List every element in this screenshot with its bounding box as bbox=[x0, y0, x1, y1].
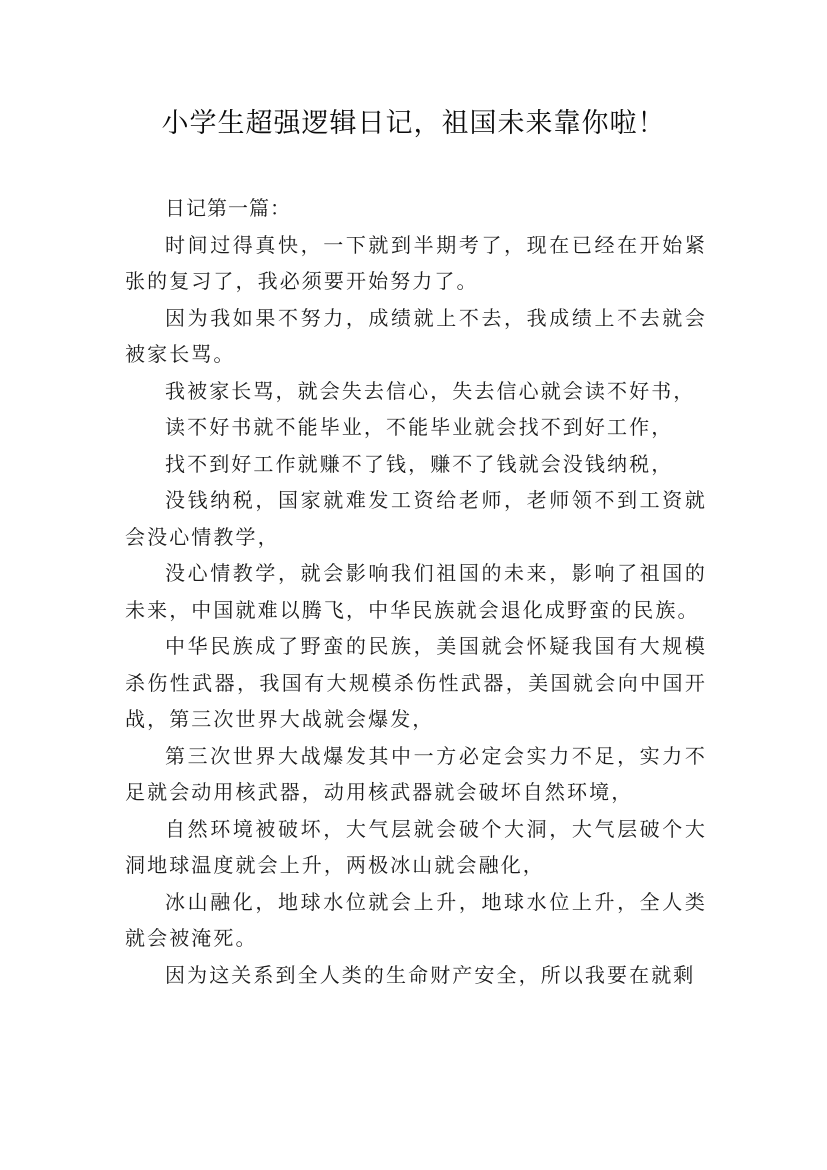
paragraph: 冰山融化，地球水位就会上升，地球水位上升，全人类就会被淹死。 bbox=[125, 889, 707, 950]
document-body bbox=[125, 190, 707, 993]
paragraph: 因为我如果不努力，成绩就上不去，我成绩上不去就会被家长骂。 bbox=[125, 305, 707, 366]
paragraph: 读不好书就不能毕业，不能毕业就会找不到好工作， bbox=[165, 415, 674, 439]
document-title: 小学生超强逻辑日记，祖国未来靠你啦！ bbox=[161, 108, 666, 139]
paragraph: 时间过得真快，一下就到半期考了，现在已经在开始紧张的复习了，我必须要开始努力了。 bbox=[125, 232, 707, 293]
paragraph: 自然环境被破坏，大气层就会破个大洞，大气层破个大洞地球温度就会上升，两极冰山就会融化， bbox=[125, 816, 707, 877]
paragraph: 没钱纳税，国家就难发工资给老师，老师领不到工资就会没心情教学， bbox=[125, 488, 707, 549]
paragraph: 找不到好工作就赚不了钱，赚不了钱就会没钱纳税， bbox=[165, 451, 674, 476]
paragraph: 我被家长骂，就会失去信心，失去信心就会读不好书， bbox=[165, 378, 696, 403]
paragraph: 没心情教学，就会影响我们祖国的未来，影响了祖国的未来，中国就难以腾飞，中华民族就会退化成野蛮的民族。 bbox=[125, 561, 707, 622]
paragraph: 中华民族成了野蛮的民族，美国就会怀疑我国有大规模杀伤性武器，我国有大规模杀伤性武器，美国就会向中国开战，第三次世界大战就会爆发， bbox=[125, 634, 707, 731]
paragraph: 第三次世界大战爆发其中一方必定会实力不足，实力不足就会动用核武器，动用核武器就会破坏自然环境， bbox=[125, 743, 707, 804]
paragraph: 因为这关系到全人类的生命财产安全，所以我要在就剩 bbox=[165, 962, 696, 987]
section-heading: 日记第一篇： bbox=[165, 196, 291, 220]
